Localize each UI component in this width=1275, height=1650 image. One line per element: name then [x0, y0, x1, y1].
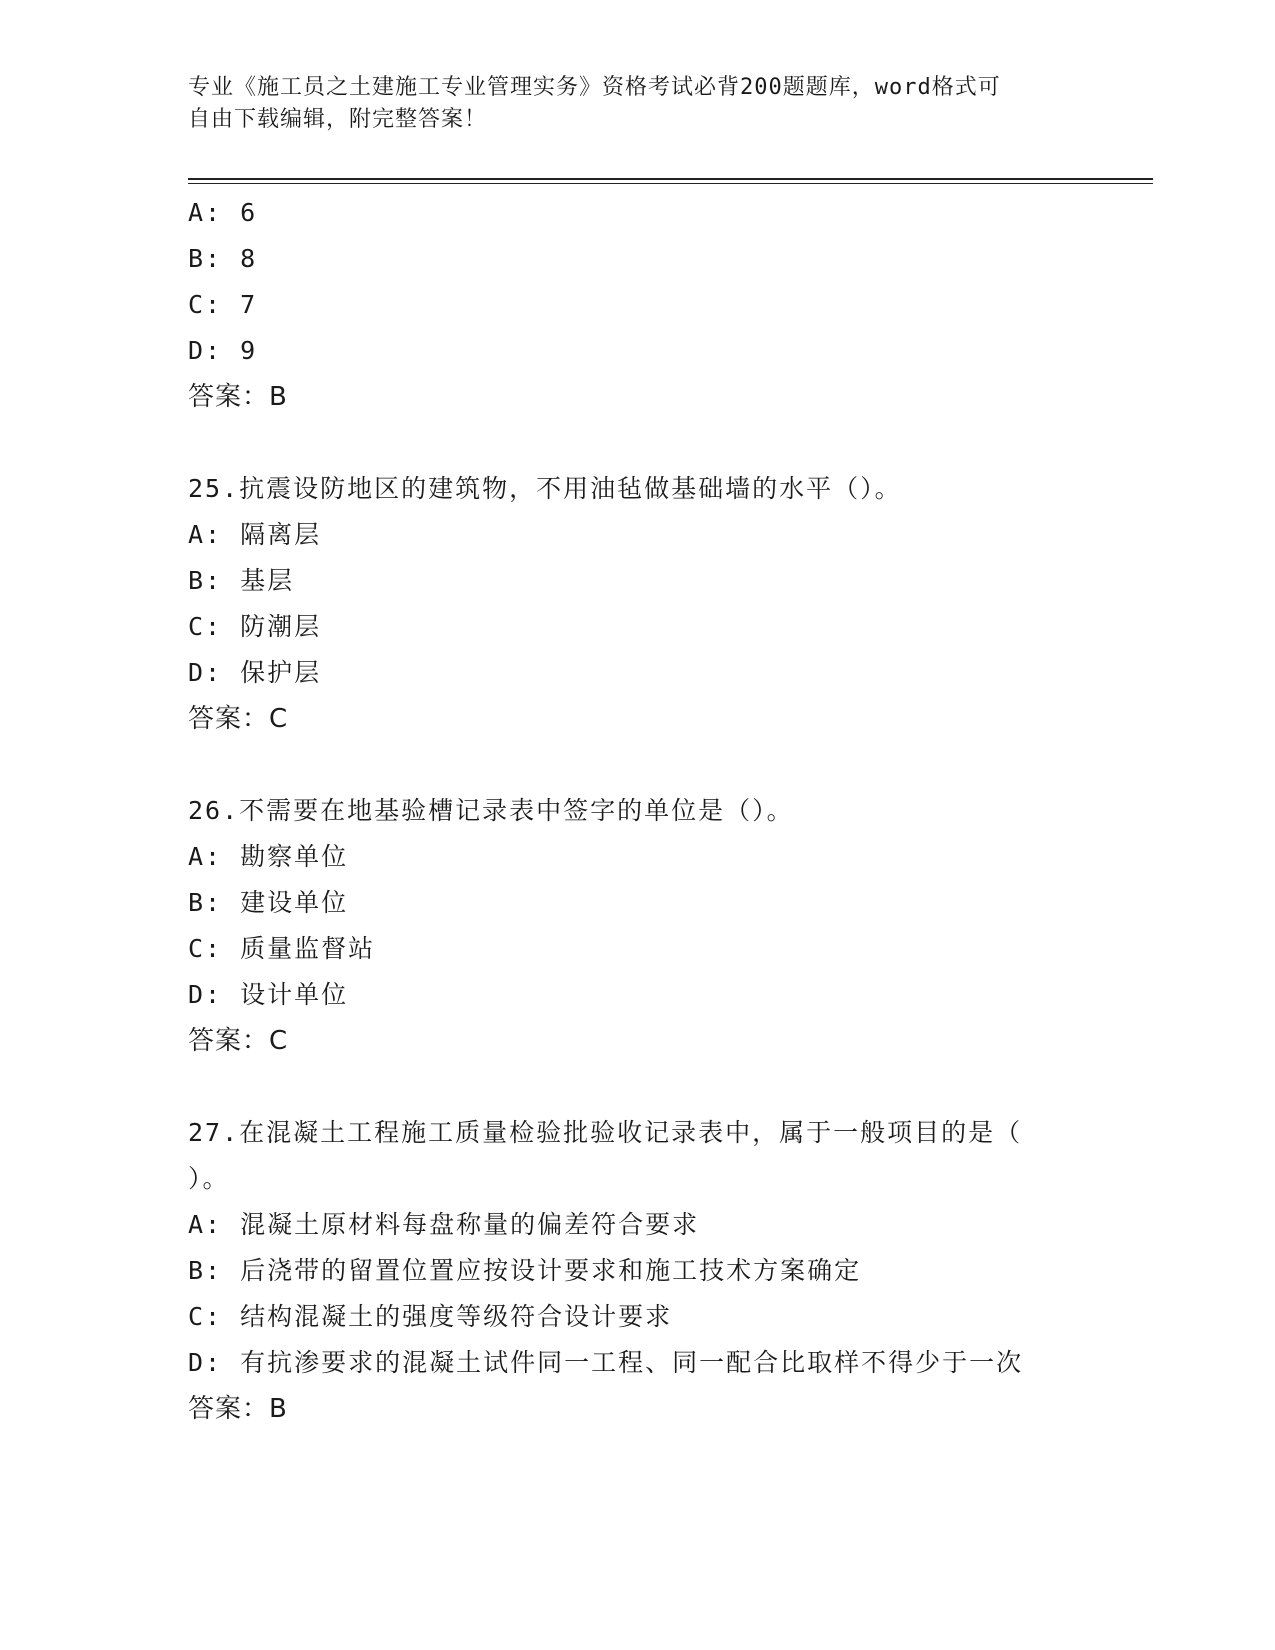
question-block-24-tail [188, 190, 1108, 420]
header-line-1: 专业《施工员之土建施工专业管理实务》资格考试必背200题题库，word格式可 [188, 75, 1001, 100]
document-header [188, 72, 1068, 136]
option-d: D: 有抗渗要求的混凝土试件同一工程、同一配合比取样不得少于一次 [188, 1348, 1024, 1377]
answer-line: 答案：C [188, 704, 289, 734]
header-divider [188, 178, 1153, 184]
option-a: A: 勘察单位 [188, 842, 349, 871]
question-stem-line-2: ）。 [188, 1164, 230, 1193]
header-line-2: 自由下载编辑，附完整答案！ [188, 107, 488, 132]
question-block-27 [188, 1110, 1108, 1432]
option-b: B: 8 [188, 244, 258, 273]
option-c: C: 质量监督站 [188, 934, 376, 963]
question-block-25 [188, 466, 1108, 742]
option-d: D: 9 [188, 336, 258, 365]
option-b: B: 基层 [188, 566, 295, 595]
option-a: A: 混凝土原材料每盘称量的偏差符合要求 [188, 1210, 700, 1239]
answer-line: 答案：B [188, 382, 288, 412]
question-stem: 26.不需要在地基验槽记录表中签字的单位是（）。 [188, 796, 794, 825]
answer-line: 答案：C [188, 1026, 289, 1056]
option-d: D: 设计单位 [188, 980, 349, 1009]
option-c: C: 结构混凝土的强度等级符合设计要求 [188, 1302, 673, 1331]
question-list [188, 190, 1108, 1432]
option-d: D: 保护层 [188, 658, 322, 687]
option-c: C: 7 [188, 290, 258, 319]
option-a: A: 隔离层 [188, 520, 322, 549]
question-stem: 25.抗震设防地区的建筑物，不用油毡做基础墙的水平（）。 [188, 474, 902, 503]
option-a: A: 6 [188, 198, 258, 227]
question-stem-line-1: 27.在混凝土工程施工质量检验批验收记录表中，属于一般项目的是（ [188, 1118, 1023, 1147]
option-b: B: 建设单位 [188, 888, 349, 917]
answer-line: 答案：B [188, 1394, 288, 1424]
option-b: B: 后浇带的留置位置应按设计要求和施工技术方案确定 [188, 1256, 862, 1285]
option-c: C: 防潮层 [188, 612, 322, 641]
question-block-26 [188, 788, 1108, 1064]
